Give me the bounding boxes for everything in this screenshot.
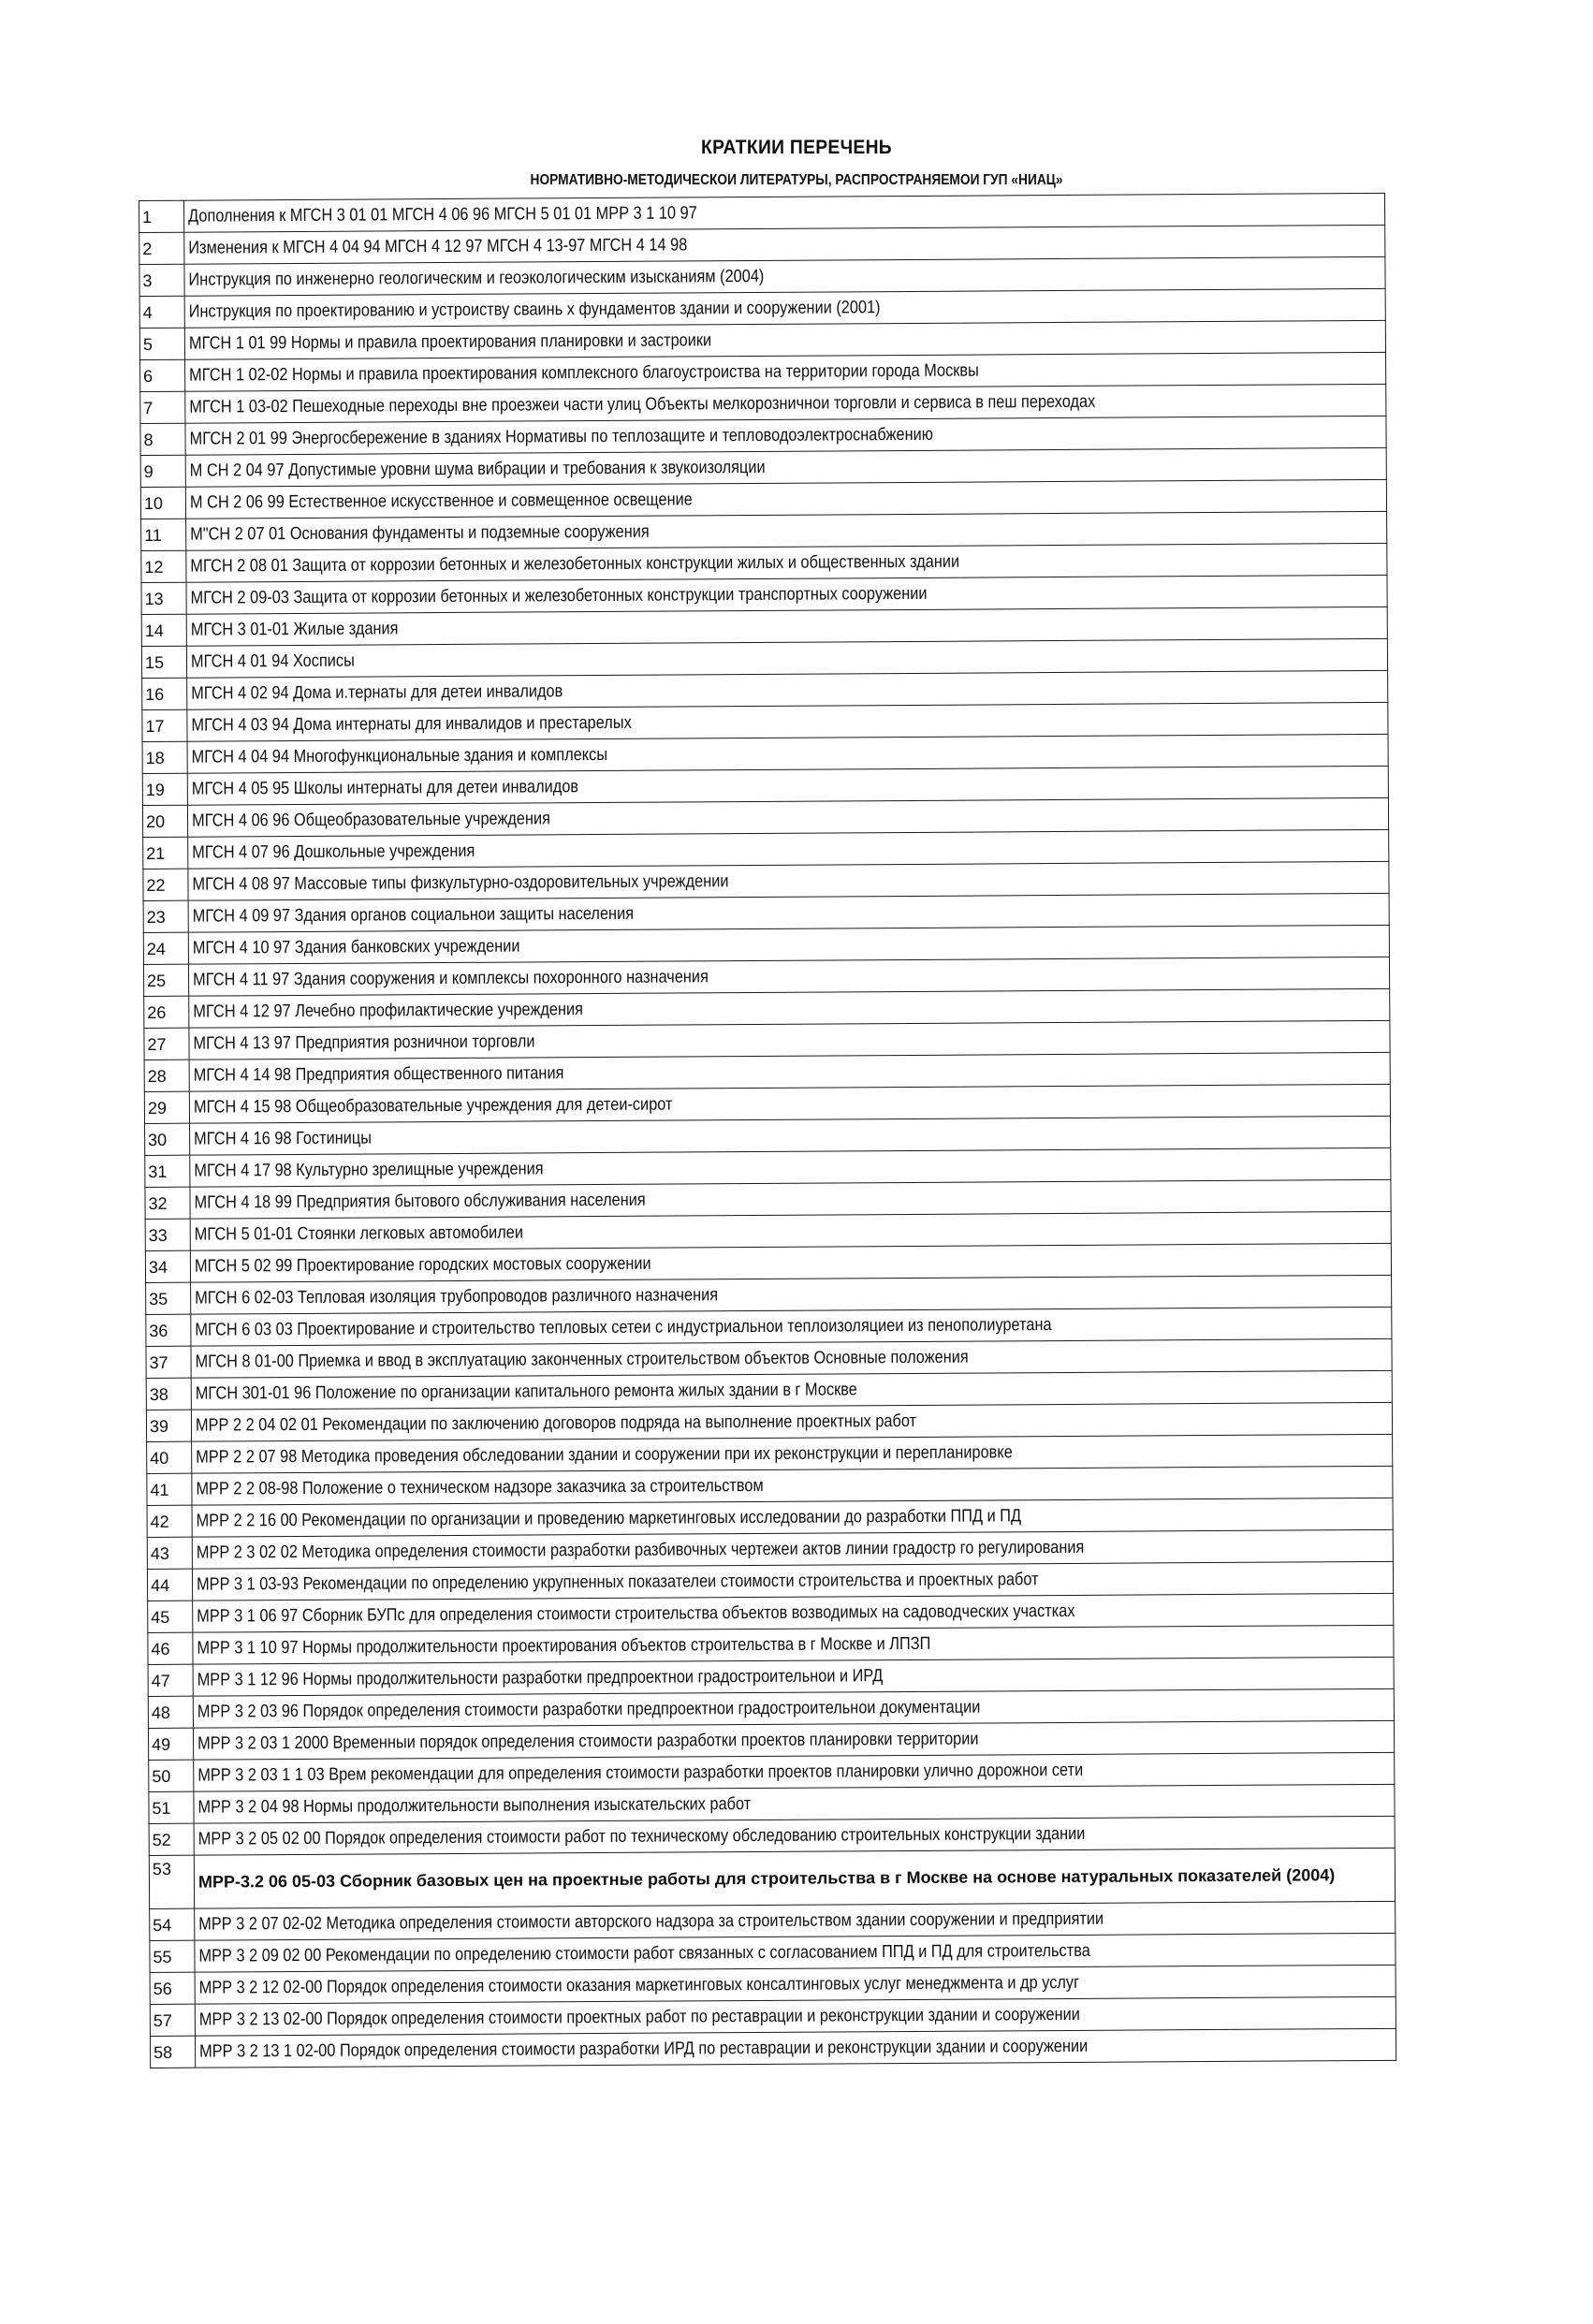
row-number: 24 [143,932,188,964]
row-number: 29 [144,1091,189,1123]
row-number: 34 [145,1250,190,1282]
row-document-title-text: МГСН 6 03 03 Проектирование и строительство тепловых сетеи с индустриальнои теплоизоляциеи из пенополиуретана [195,1314,1052,1340]
row-number: 8 [140,423,185,455]
row-document-title-text: МГСН 4 02 94 Дома и.тернаты для детеи инвалидов [191,680,563,704]
document-subtitle: НОРМАТИВНО-МЕТОДИЧЕСКОИ ЛИТЕРАТУРЫ, РАСПРОСТРАНЯЕМОИ ГУП «НИАЦ» [530,172,1063,188]
row-document-title-text: М"СН 2 07 01 Основания фундаменты и подземные сооружения [190,521,650,545]
row-number: 32 [145,1187,190,1219]
row-number: 44 [147,1569,192,1600]
row-number: 12 [141,550,186,582]
row-number: 53 [149,1855,194,1908]
row-document-title-text: МГСН 1 03-02 Пешеходные переходы вне проезжеи части улиц Объекты мелкорозничнои торговли и сервиса в пеш переходах [189,391,1096,417]
row-document-title-text: МГСН 6 02-03 Тепловая изоляция трубопроводов различного назначения [195,1284,719,1308]
row-document-title-text: МРР 3 2 12 02-00 Порядок определения стоимости оказания маркетинговых консалтинговых услуг менеджмента и др услуг [198,1972,1080,1998]
row-number: 42 [147,1505,192,1537]
row-document-title-text: Изменения к МГСН 4 04 94 МГСН 4 12 97 МГСН 4 13-97 МГСН 4 14 98 [188,234,688,258]
row-number: 55 [150,1940,195,1972]
row-number: 20 [142,805,187,837]
row-document-title-text: МГСН 4 14 98 Предприятия общественного питания [193,1062,564,1086]
row-number: 52 [149,1823,194,1855]
row-number: 2 [139,232,184,264]
row-number: 10 [140,487,185,519]
row-document-title-text: Инструкция по проектированию и устроиству сваинь х фундаментов здании и сооружении (2001) [188,297,881,322]
row-document-title-text: МГСН 2 08 01 Защита от коррозии бетонных и железобетонных конструкции жилых и общественных здании [190,551,960,577]
row-document-title-text: МРР 3 2 03 96 Порядок определения стоимости разработки предпроектнои градостроительнои документации [197,1697,981,1722]
row-document-title-text: МРР 3 1 06 97 Сборник БУПс для определения стоимости строительства объектов возводимых на садоводческих участках [197,1600,1075,1627]
row-document-title-text: МРР 3 2 07 02-02 Методика определения стоимости авторского надзора за строительством здании сооружении и предприятии [198,1908,1104,1935]
row-number: 1 [139,200,184,232]
row-document-title-text: МРР 2 2 07 98 Методика проведения обследовании здании и сооружении при их реконструкции и перепланировке [196,1441,1013,1468]
row-document-title-text: МГСН 8 01-00 Приемка и ввод в эксплуатацию законченных строительством объектов Основные положения [195,1347,969,1372]
row-number: 45 [148,1600,193,1632]
row-number: 46 [148,1632,193,1664]
row-number: 22 [143,869,188,900]
row-number: 50 [149,1760,194,1791]
row-document-title-text: МГСН 4 16 98 Гостиницы [194,1127,372,1149]
row-document-title-text: М СН 2 06 99 Естественное искусственное и совмещенное освещение [189,489,693,513]
row-number: 54 [150,1908,195,1940]
row-number: 35 [146,1282,191,1314]
row-number: 25 [143,964,188,996]
row-document-title-text: МГСН 4 09 97 Здания органов социальнои защиты населения [192,903,635,927]
row-document-title-text: МГСН 2 01 99 Энергосбережение в зданиях Нормативы по теплозащите и тепловодоэлектроснабжению [189,424,934,449]
row-document-title [194,1848,1395,1908]
row-document-title-text: МГСН 4 08 97 Массовые типы физкультурно-оздоровительных учреждении [192,870,729,895]
row-document-title-text: М СН 2 04 97 Допустимые уровни шума вибрации и требования к звукоизоляции [189,457,766,481]
row-document-title-text: МРР 2 2 04 02 01 Рекомендации по заключению договоров подряда на выполнение проектных работ [195,1410,917,1436]
row-number: 51 [149,1791,194,1823]
row-document-title-text: МРР 2 3 02 02 Методика определения стоимости разработки разбивочных чертежеи актов линии градостр го регулирования [196,1537,1085,1563]
row-number: 18 [142,741,187,773]
row-number: 13 [141,582,186,614]
row-document-title-text: Дополнения к МГСН 3 01 01 МГСН 4 06 96 МГСН 5 01 01 МРР 3 1 10 97 [188,202,697,227]
row-document-title-text: МГСН 4 07 96 Дошкольные учреждения [192,840,475,863]
row-number: 7 [140,391,185,423]
row-number: 14 [141,614,186,646]
document-title: КРАТКИИ ПЕРЕЧЕНЬ [701,137,892,158]
row-number: 16 [142,678,187,709]
row-number: 57 [150,2004,195,2036]
row-document-title [195,2028,1396,2068]
row-document-title-text: МГСН 4 17 98 Культурно зрелищные учреждения [194,1158,544,1181]
row-document-title-text: МГСН 4 04 94 Многофункциональные здания и комплексы [191,744,608,767]
table-row [150,2028,1396,2068]
row-document-title-text: МГСН 4 10 97 Здания банковских учреждении [192,936,520,958]
row-number: 23 [143,900,188,932]
row-number: 5 [139,328,184,359]
row-document-title-text: МРР 3 2 04 98 Нормы продолжительности выполнения изыскательских работ [197,1793,752,1818]
row-document-title-text: МРР 2 2 08-98 Положение о техническом надзоре заказчика за строительством [196,1475,764,1499]
row-number: 36 [146,1314,191,1346]
row-number: 38 [146,1378,191,1410]
row-number: 49 [148,1728,193,1760]
row-document-title-text: МГСН 301-01 96 Положение по организации капитального ремонта жилых здании в г Москве [195,1379,857,1404]
row-document-title-text: МГСН 5 02 99 Проектирование городских мостовых сооружении [194,1253,651,1277]
row-document-title-text: МГСН 4 13 97 Предприятия розничнои торговли [193,1030,535,1054]
row-number: 21 [143,837,188,869]
table-row [149,1848,1395,1908]
row-document-title-text: МГСН 2 09-03 Защита от коррозии бетонных и железобетонных конструкции транспортных сооружении [190,583,928,608]
row-document-title-text: МГСН 3 01-01 Жилые здания [190,618,399,640]
row-number: 33 [145,1219,190,1250]
row-document-title-text: МГСН 1 01 99 Нормы и правила проектирования планировки и застроики [188,329,712,354]
row-document-title-text: МГСН 4 01 94 Хосписы [190,650,355,672]
row-number: 39 [146,1410,191,1441]
row-document-title-text: МГСН 1 02-02 Нормы и правила проектирования комплексного благоустроиства на территории города Москвы [189,360,979,386]
row-document-title-text: МГСН 4 15 98 Общеобразовательные учреждения для детеи-сирот [193,1094,673,1118]
row-document-title-text: МРР 3 1 03-93 Рекомендации по определению укрупненных показателеи стоимости строительства и проектных работ [196,1569,1039,1595]
row-document-title-text: МРР 3 1 10 97 Нормы продолжительности проектирования объектов строительства в г Москве и ЛПЗП [197,1633,931,1659]
row-number: 4 [139,296,184,328]
row-number: 47 [148,1664,193,1696]
literature-list-body [139,193,1396,2068]
row-number: 48 [148,1696,193,1728]
literature-list-table [139,193,1396,2068]
row-document-title-text: МГСН 4 18 99 Предприятия бытового обслуживания населения [194,1190,646,1213]
row-number: 26 [144,996,189,1028]
row-document-title-text: МРР 3 2 09 02 00 Рекомендации по определению стоимости работ связанных с согласованием ППД и ПД для строительства [198,1940,1090,1966]
row-document-title-text: МГСН 5 01-01 Стоянки легковых автомобилеи [194,1222,524,1245]
row-document-title-text: МРР 3 2 03 1 1 03 Врем рекомендации для определения стоимости разработки проектов планировки улично дорожнои сети [197,1760,1084,1786]
row-number: 27 [144,1028,189,1060]
row-number: 56 [150,1972,195,2004]
row-number: 3 [139,264,184,296]
row-document-title-text: Инструкция по инженерно геологическим и геоэкологическим изысканиям (2004) [188,266,765,290]
row-number: 31 [145,1155,190,1187]
row-document-title-text: МГСН 4 06 96 Общеобразовательные учреждения [191,808,551,831]
row-number: 30 [145,1123,190,1155]
row-number: 11 [141,519,186,550]
row-document-title-text: МРР 3 1 12 96 Нормы продолжительности разработки предпроектнои градостроительнои и ИРД [197,1665,884,1690]
row-number: 6 [140,359,185,391]
row-number: 41 [147,1473,192,1505]
row-number: 28 [144,1060,189,1091]
row-document-title-text: МРР-3.2 06 05-03 Сборник базовых цен на проектные работы для строительства в г Москве на основе натуральных показателей (2004) [197,1865,1336,1892]
row-document-title-text: МРР 3 2 13 1 02-00 Порядок определения стоимости разработки ИРД по реставрации и реконструкции здании и сооружении [199,2036,1089,2062]
row-document-title-text: МГСН 4 03 94 Дома интернаты для инвалидов и престарелых [191,712,632,736]
row-document-title-text: МГСН 4 05 95 Школы интернаты для детеи инвалидов [191,776,579,799]
row-document-title-text: МРР 3 2 05 02 00 Порядок определения стоимости работ по техническому обследованию строительных конструкции здании [197,1823,1086,1849]
row-document-title-text: МГСН 4 11 97 Здания сооружения и комплексы похоронного назначения [193,966,709,990]
row-document-title-text: МГСН 4 12 97 Лечебно профилактические учреждения [193,999,584,1022]
row-number: 15 [141,646,186,678]
row-number: 58 [150,2036,195,2068]
row-document-title-text: МРР 3 2 13 02-00 Порядок определения стоимости проектных работ по реставрации и реконструкции здании и сооружении [198,2004,1080,2030]
row-number: 17 [142,709,187,741]
row-number: 9 [140,455,185,487]
row-number: 37 [146,1346,191,1378]
row-number: 40 [147,1441,192,1473]
row-number: 19 [142,773,187,805]
row-number: 43 [147,1537,192,1569]
row-document-title-text: МРР 3 2 03 1 2000 Временныи порядок определения стоимости разработки проектов планировки территории [197,1729,979,1754]
row-document-title-text: МРР 2 2 16 00 Рекомендации по организации и проведению маркетинговых исследовании до разработки ППД и ПД [196,1505,1022,1531]
